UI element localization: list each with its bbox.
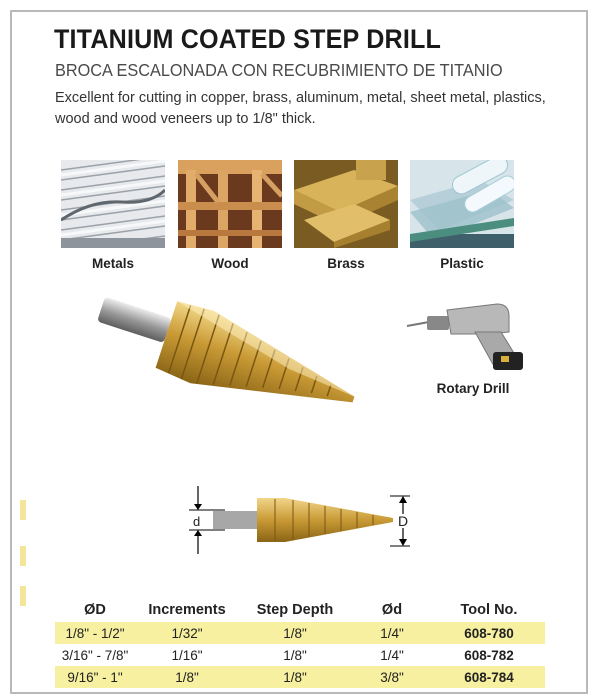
cell: 1/4" [380, 647, 404, 663]
large-diameter-label: D [398, 513, 409, 529]
step-drill-dimension-diagram [185, 486, 425, 561]
rotary-drill-label: Rotary Drill [436, 381, 510, 396]
wood-frame-image [178, 160, 282, 248]
cell: 1/8" - 1/2" [55, 622, 135, 644]
edge-mark [20, 586, 26, 606]
edge-mark [20, 546, 26, 566]
material-label-brass: Brass [327, 256, 365, 271]
col-header-tool-no: Tool No. [460, 602, 518, 618]
material-label-wood: Wood [211, 256, 249, 271]
table-row [55, 622, 545, 644]
corrugated-metal-image [61, 160, 165, 248]
cell: 3/16" - 7/8" [61, 647, 129, 663]
tool-number: 608-782 [464, 647, 514, 663]
spec-table [55, 598, 545, 688]
product-title: TITANIUM COATED STEP DRILL [54, 24, 442, 54]
table-header-row [55, 598, 545, 622]
cell: 1/8" [283, 647, 307, 663]
plastic-tubes-image [410, 160, 514, 248]
col-header-step-depth: Step Depth [256, 602, 334, 618]
cell: 1/8" [239, 666, 351, 688]
product-description: Excellent for cutting in copper, brass, aluminum, metal, sheet metal, plastics, wood and wood veneers up to 1/8" thick. [55, 90, 546, 127]
brass-stock-image [294, 160, 398, 248]
material-label-plastic: Plastic [440, 256, 484, 271]
tool-number: 608-780 [433, 622, 545, 644]
edge-mark [20, 500, 26, 520]
col-header-increments: Increments [148, 602, 226, 618]
small-diameter-label: d [193, 514, 201, 529]
cell: 1/32" [135, 622, 239, 644]
cell: 9/16" - 1" [55, 666, 135, 688]
tool-number: 608-784 [433, 666, 545, 688]
product-subtitle: BROCA ESCALONADA CON RECUBRIMIENTO DE TITANIO [55, 60, 503, 80]
cell: 1/8" [135, 666, 239, 688]
material-label-metals: Metals [91, 256, 135, 271]
cell: 1/16" [171, 647, 203, 663]
cell: 3/8" [351, 666, 433, 688]
step-drill-image [88, 290, 368, 445]
table-row [55, 666, 545, 688]
cell: 1/8" [239, 622, 351, 644]
table-row [55, 644, 545, 666]
col-header-outer-diameter: ØD [84, 602, 106, 618]
cell: 1/4" [351, 622, 433, 644]
rotary-drill-image [405, 292, 535, 383]
col-header-shank-diameter: Ød [381, 602, 403, 618]
